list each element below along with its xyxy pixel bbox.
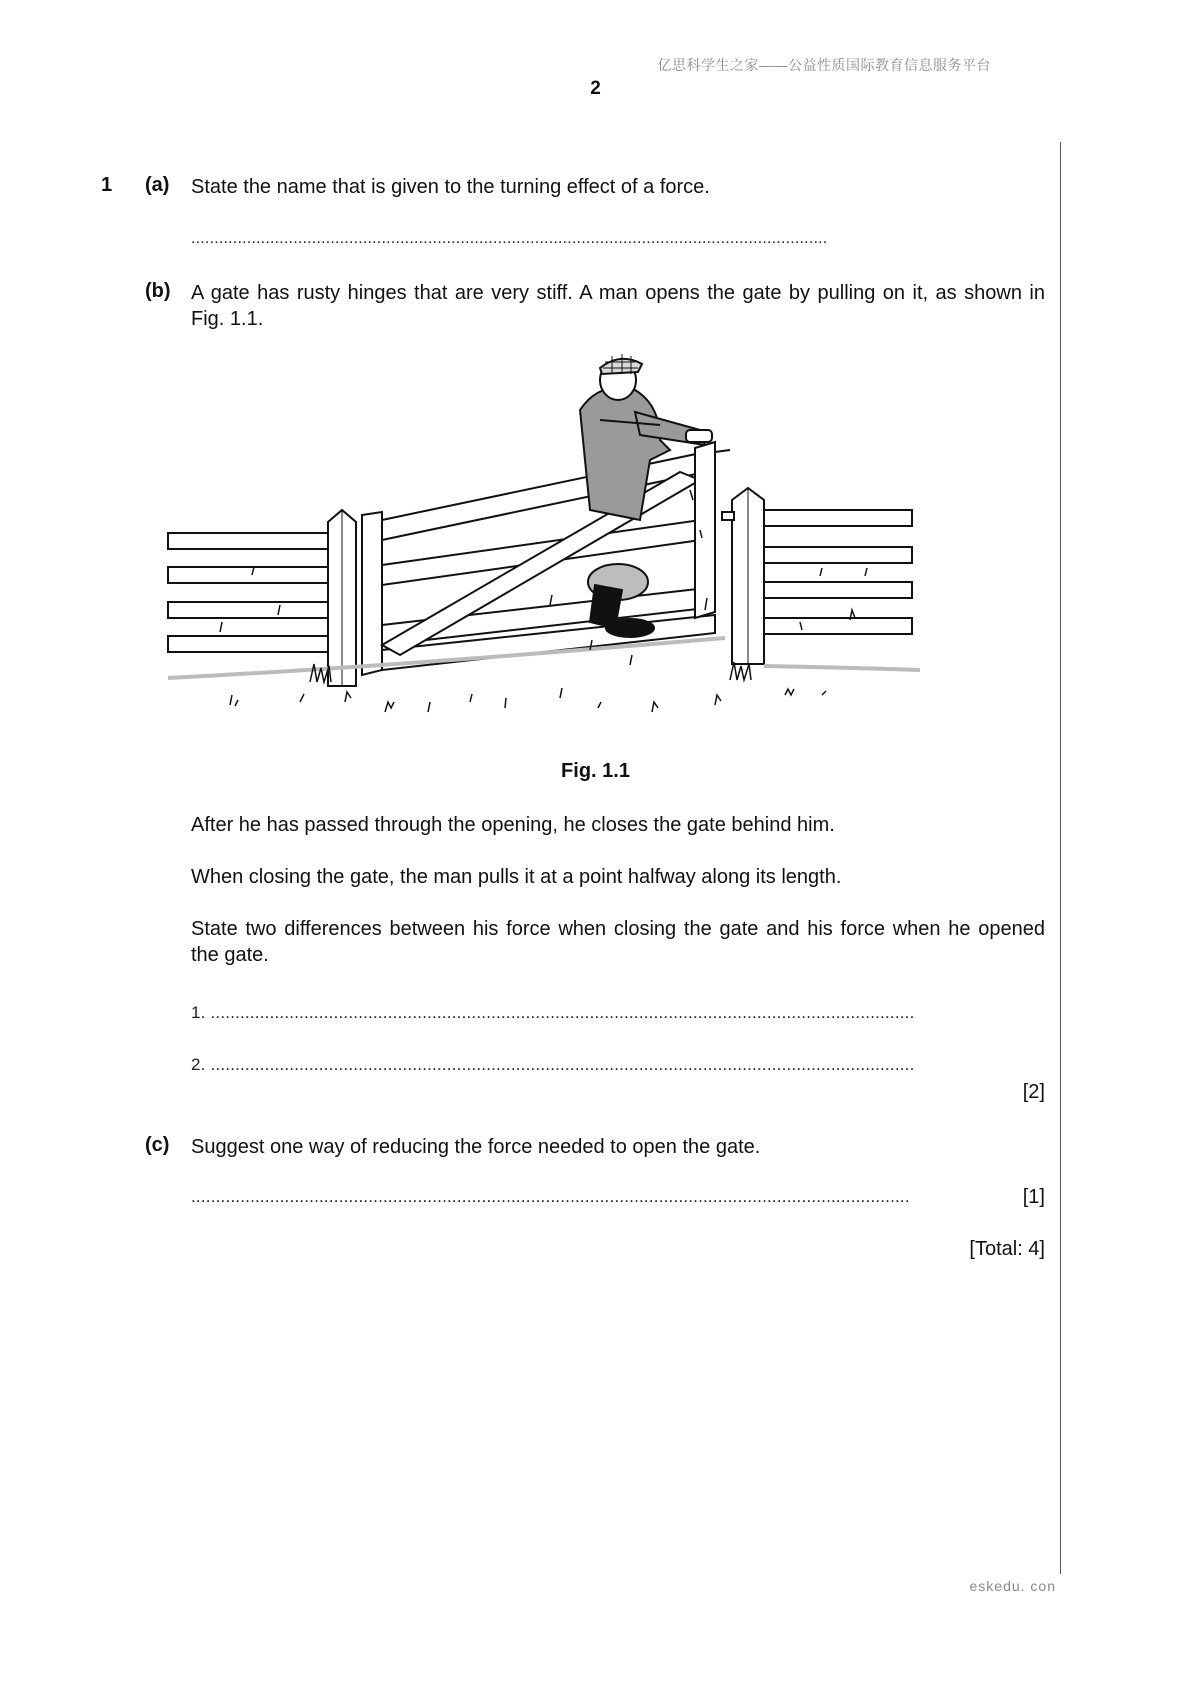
part-a-question: State the name that is given to the turning effect of a force. [191, 176, 710, 198]
part-c-marks: [1] [1022, 1186, 1045, 1208]
part-b-answer-1[interactable]: 1. ............................................................................................................................................... [191, 1003, 915, 1022]
gate-latch-stile [695, 442, 715, 618]
part-c-question: Suggest one way of reducing the force needed to open the gate. [191, 1136, 761, 1158]
left-fence-rail [168, 567, 330, 583]
question-number: 1 [101, 174, 113, 196]
part-c-answer-line[interactable]: .................................................................................................................................................. [191, 1187, 910, 1206]
right-fence-rail [764, 582, 912, 598]
part-b-line-3: State two differences between his force when closing the gate and his force when he opened the gate. [191, 918, 1045, 966]
right-fence-rail [764, 547, 912, 563]
part-b-answer-2[interactable]: 2. ............................................................................................................................................... [191, 1055, 915, 1074]
left-fence [168, 533, 330, 652]
part-b-line-1: After he has passed through the opening, he closes the gate behind him. [191, 814, 835, 836]
part-a-label: (a) [145, 174, 170, 196]
part-b-line-2: When closing the gate, the man pulls it at a point halfway along its length. [191, 866, 842, 888]
left-fence-rail [168, 636, 330, 652]
total-marks: [Total: 4] [969, 1238, 1045, 1260]
header-watermark: 亿思科学生之家——公益性质国际教育信息服务平台 [657, 57, 991, 73]
right-fence [764, 510, 912, 634]
footer-watermark: eskedu. con [969, 1578, 1056, 1594]
page-number: 2 [590, 78, 601, 99]
right-fence-rail [764, 510, 912, 526]
part-a-answer-line[interactable]: ......................................................................................................................................... [191, 230, 828, 247]
gate-latch [715, 450, 730, 452]
right-fence-rail [764, 618, 912, 634]
left-fence-rail [168, 602, 330, 618]
latch-hook [722, 512, 734, 520]
part-b-label: (b) [145, 280, 171, 302]
part-c-label: (c) [145, 1134, 170, 1156]
gate-rails [382, 450, 715, 670]
figure-caption: Fig. 1.1 [561, 760, 630, 782]
part-b-intro: A gate has rusty hinges that are very stiff. A man opens the gate by pulling on it, as shown in Fig. 1.1. [191, 282, 1045, 330]
gate-figure [160, 350, 1000, 740]
left-fence-rail [168, 533, 330, 549]
gate-hinge-stile [362, 512, 382, 675]
margin-rule [1060, 142, 1061, 1574]
part-b-marks: [2] [1022, 1081, 1045, 1103]
